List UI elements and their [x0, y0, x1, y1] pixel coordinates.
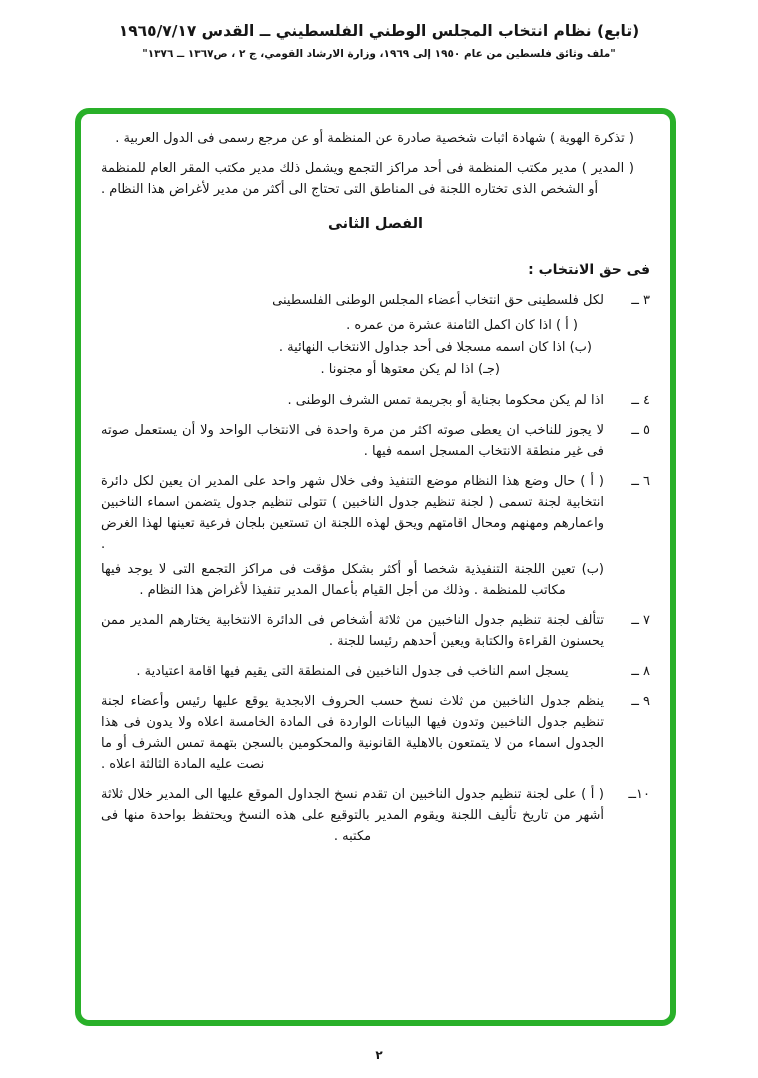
document-frame — [75, 108, 676, 1026]
article-3-subitem-c: (جـ) اذا لم يكن معتوها أو مجنونا . — [320, 362, 500, 377]
source-citation: "ملف وثائق فلسطين من عام ١٩٥٠ إلى ١٩٦٩، وزارة الارشاد القومي، ج ٢ ، ص١٣٦٧ ــ ١٣٧٦" — [142, 48, 616, 60]
article-10-body — [101, 784, 604, 847]
chapter-heading: الفصل الثانى — [327, 216, 424, 232]
article-8-number: ٨ ــ — [631, 664, 650, 679]
page-number: ٢ — [375, 1048, 383, 1062]
article-3-body — [101, 290, 604, 381]
article-9 — [101, 691, 650, 775]
article-5-body — [101, 420, 604, 462]
article-5-number: ٥ ــ — [631, 423, 650, 438]
article-6-number: ٦ ــ — [631, 474, 650, 489]
article-8 — [101, 661, 650, 682]
section-heading: فى حق الانتخاب : — [528, 262, 650, 278]
article-3 — [101, 290, 650, 381]
article-9-text: ينظم جدول الناخبين من ثلاث نسخ حسب الحروف الابجدية يوقع عليها رئيس وأعضاء لجنة تنظيم جدول الناخبين وتدون فيها البيانات الواردة فى المادة الخامسة اعلاه ولا يدون فى هذا الجدول اسماء من لا يتمتعون بالاهلية القانونية والمحكومين بالسجن بتهمة تمس الشرف أو ما نصت عليه المادة الثالثة اعلاه . — [101, 694, 604, 772]
article-4 — [101, 390, 650, 411]
document-header — [0, 0, 758, 60]
article-10-number: ١٠ــ — [628, 787, 650, 802]
article-7 — [101, 610, 650, 652]
article-6-paragraph-a: ( أ ) حال وضع هذا النظام موضع التنفيذ وفى خلال شهر واحد على المدير ان يعين لكل دائرة انتخابية لجنة تسمى ( لجنة تنظيم جدول الناخبين ) تتولى تنظيم جدول يتضمن اسماء الناخبين واعمارهم ومهنهم ومحال اقامتهم ويحق لهذه اللجنة ان تستعين بلجان فرعية تعينها لهذا الغرض . — [101, 474, 604, 552]
article-9-number: ٩ ــ — [631, 694, 650, 709]
definition-identity-card: ( تذكرة الهوية ) شهادة اثبات شخصية صادرة عن المنظمة أو عن مرجع رسمى فى الدول العربية . — [115, 131, 634, 146]
article-10 — [101, 784, 650, 847]
article-4-body — [101, 390, 604, 411]
document-title: (تابع) نظام انتخاب المجلس الوطني الفلسطيني ــ القدس ١٩٦٥/٧/١٧ — [118, 22, 640, 40]
article-7-number: ٧ ــ — [631, 613, 650, 628]
article-3-subitem-b: (ب) اذا كان اسمه مسجلا فى أحد جداول الانتخاب النهائية . — [278, 340, 592, 355]
article-3-subitem-a: ( أ ) اذا كان اكمل الثامنة عشرة من عمره . — [346, 318, 578, 333]
article-4-text: اذا لم يكن محكوما بجناية أو بجريمة تمس الشرف الوطنى . — [287, 393, 604, 408]
article-8-text: يسجل اسم الناخب فى جدول الناخبين فى المنطقة التى يقيم فيها اقامة اعتيادية . — [136, 664, 569, 679]
article-5-text: لا يجوز للناخب ان يعطى صوته اكثر من مرة واحدة فى الانتخاب الواحد ولا أن يستعمل صوته فى غير منطقة الانتخاب المسجل اسمه فيها . — [101, 423, 604, 459]
article-9-body — [101, 691, 604, 775]
article-6-paragraph-b: (ب) تعين اللجنة التنفيذية شخصا أو أكثر بشكل مؤقت فى مراكز التجمع التى لا يوجد فيها مكاتب للمنظمة . وذلك من أجل القيام بأعمال المدير تنفيذا لأغراض هذا النظام . — [101, 562, 604, 598]
article-8-body — [101, 661, 604, 682]
article-6 — [101, 471, 650, 601]
article-10-text: ( أ ) على لجنة تنظيم جدول الناخبين ان تقدم نسخ الجداول الموقع عليها الى المدير خلال ثلاثة أشهر من تاريخ تأليف اللجنة ويقوم المدير بالتوقيع على هذه النسخ ويحتفظ بواحدة منها فى مكتبه . — [101, 787, 604, 844]
article-3-text: لكل فلسطينى حق انتخاب أعضاء المجلس الوطنى الفلسطينى — [272, 293, 604, 308]
definition-director: ( المدير ) مدير مكتب المنظمة فى أحد مراكز التجمع ويشمل ذلك مدير مكتب المقر العام للمنظمة أو الشخص الذى تختاره اللجنة فى المناطق التى تحتاج الى أكثر من مدير لأغراض هذا النظام . — [101, 161, 634, 197]
article-7-body — [101, 610, 604, 652]
article-4-number: ٤ ــ — [631, 393, 650, 408]
article-5 — [101, 420, 650, 462]
article-3-number: ٣ ــ — [631, 293, 650, 308]
article-6-body — [101, 471, 604, 601]
article-7-text: تتألف لجنة تنظيم جدول الناخبين من ثلاثة أشخاص فى الدائرة الانتخابية يختارهم المدير ممن يحسنون القراءة والكتابة ويعين أحدهم رئيسا للجنة . — [101, 613, 604, 649]
